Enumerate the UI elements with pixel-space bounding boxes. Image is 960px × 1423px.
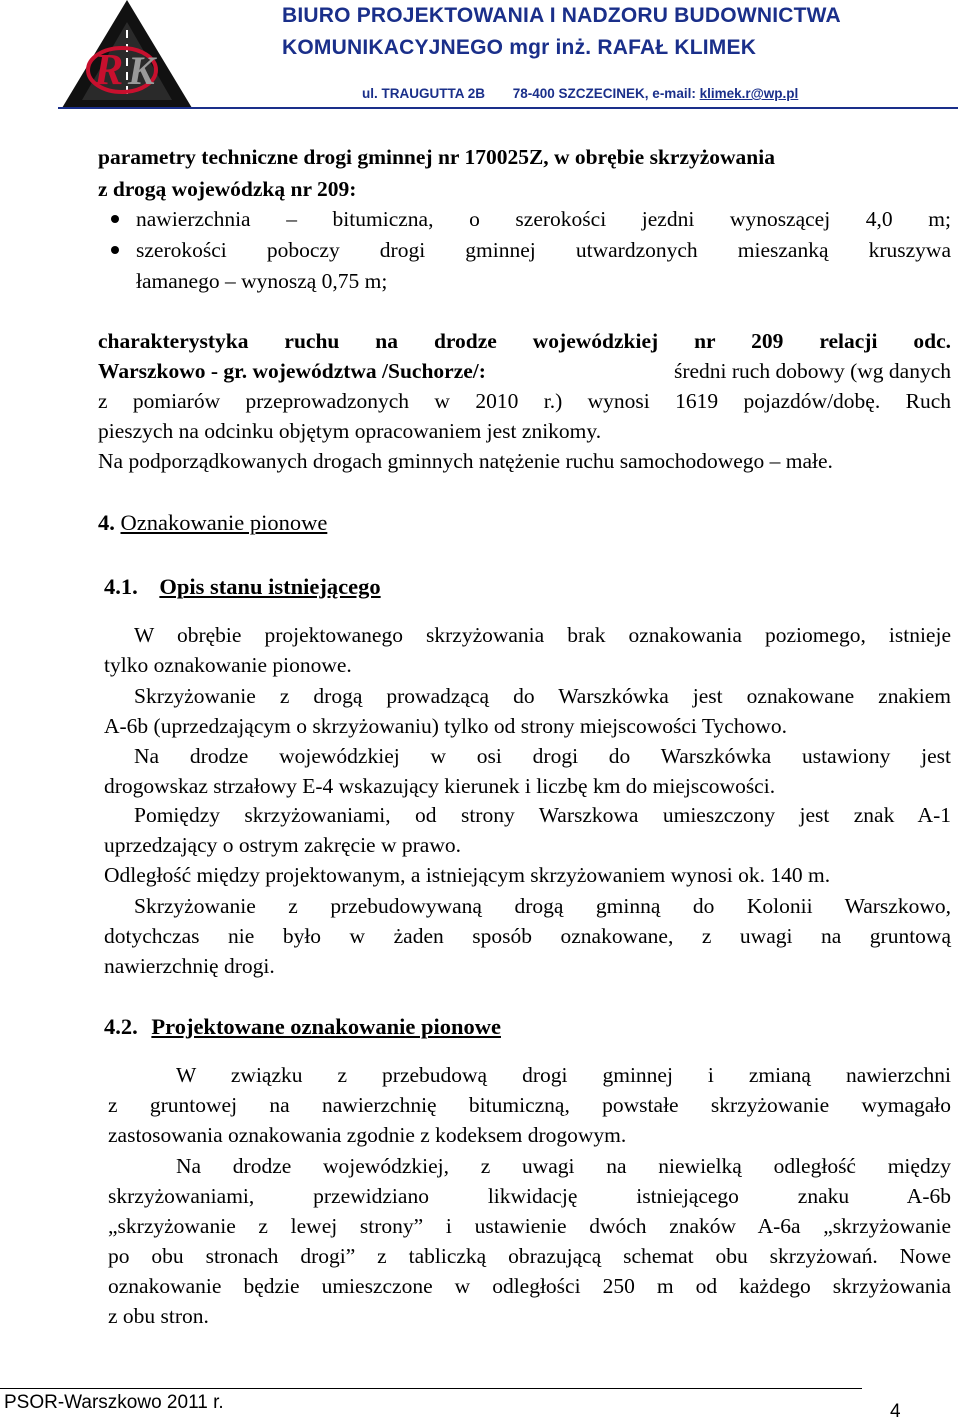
s42-line-9: z obu stron.	[108, 1304, 209, 1328]
params-bullet-2-line1: szerokości poboczy drogi gminnej utwardzonych mieszanką kruszywa	[136, 238, 951, 262]
traffic-avg-label: średni ruch dobowy (wg danych	[673, 359, 951, 383]
section-4-title: Oznakowanie pionowe	[120, 510, 328, 535]
params-heading-line2: z drogą wojewódzką nr 209:	[98, 177, 357, 201]
traffic-line1: charakterystyka ruchu na drodze wojewódzkiej nr 209 relacji odc.	[98, 329, 951, 353]
traffic-line3: z pomiarów przeprowadzonych w 2010 r.) wynosi 1619 pojazdów/dobę. Ruch	[98, 389, 951, 413]
s42-line-6: „skrzyżowanie z lewej strony” i ustawienie dwóch znaków A-6a „skrzyżowanie	[108, 1214, 951, 1238]
s41-line-2: tylko oznakowanie pionowe.	[104, 653, 352, 677]
s41-line-9: Odległość między projektowanym, a istniejącym skrzyżowaniem wynosi ok. 140 m.	[104, 863, 831, 887]
section-4-heading	[98, 508, 327, 538]
section-4-number: 4.	[98, 510, 115, 535]
traffic-line5: Na podporządkowanych drogach gminnych natężenie ruchu samochodowego – małe.	[98, 449, 833, 473]
city-email-label: 78-400 SZCZECINEK, e-mail:	[512, 86, 696, 101]
params-bullet-2-line2: łamanego – wynoszą 0,75 m;	[136, 269, 388, 293]
street-address: ul. TRAUGUTTA 2B	[362, 86, 485, 101]
s42-line-2: z gruntowej na nawierzchnię bitumiczną, powstałe skrzyżowanie wymagało	[108, 1093, 951, 1117]
traffic-line2	[98, 356, 951, 386]
traffic-line4: pieszych na odcinku objętym opracowaniem jest znikomy.	[98, 419, 602, 443]
footer-divider	[0, 1388, 862, 1389]
s41-line-5: Na drodze wojewódzkiej w osi drogi do Warszkówka ustawiony jest	[134, 744, 951, 768]
s42-line-7: po obu stronach drogi” z tabliczką obrazującą schemat obu skrzyżowań. Nowe	[108, 1244, 951, 1268]
traffic-relation: Warszkowo - gr. województwa /Suchorze/:	[98, 359, 486, 383]
company-logo	[62, 0, 192, 108]
s41-line-11: dotychczas nie było w żaden sposób oznakowane, z uwagi na gruntową	[104, 924, 951, 948]
s41-line-7: Pomiędzy skrzyżowaniami, od strony Warszkowa umieszczony jest znak A-1	[134, 803, 951, 827]
svg-text:K: K	[128, 48, 155, 93]
s42-line-8: oznakowanie będzie umieszczone w odległości 250 m od każdego skrzyżowania	[108, 1274, 951, 1298]
page-number: 4	[890, 1401, 901, 1422]
s42-line-5: skrzyżowaniami, przewidziano likwidację istniejącego znaku A-6b	[108, 1184, 951, 1208]
s41-line-8: uprzedzający o ostrym zakręcie w prawo.	[104, 833, 461, 857]
email-link[interactable]: klimek.r@wp.pl	[699, 86, 799, 101]
s41-line-10: Skrzyżowanie z przebudowywaną drogą gminną do Kolonii Warszkowo,	[134, 894, 951, 918]
page-header	[0, 0, 960, 112]
section-4-2-title: Projektowane oznakowanie pionowe	[151, 1014, 501, 1039]
params-bullet-1: nawierzchnia – bitumiczna, o szerokości jezdni wynoszącej 4,0 m;	[136, 207, 951, 231]
s41-line-12: nawierzchnię drogi.	[104, 954, 275, 978]
s42-line-1: W związku z przebudową drogi gminnej i zmianą nawierzchni	[176, 1063, 951, 1087]
s42-line-3: zastosowania oznakowania zgodnie z kodeksem drogowym.	[108, 1123, 627, 1147]
firm-name-line1: BIURO PROJEKTOWANIA I NADZORU BUDOWNICTWA	[282, 4, 841, 27]
params-heading-line1: parametry techniczne drogi gminnej nr 170025Z, w obrębie skrzyżowania	[98, 145, 775, 169]
section-4-2-number: 4.2.	[104, 1014, 138, 1039]
s42-line-4: Na drodze wojewódzkiej, z uwagi na niewielką odległość między	[176, 1154, 951, 1178]
s41-line-3: Skrzyżowanie z drogą prowadzącą do Warszkówka jest oznakowane znakiem	[134, 684, 951, 708]
s41-line-1: W obrębie projektowanego skrzyżowania brak oznakowania poziomego, istnieje	[134, 623, 951, 647]
firm-name-line2: KOMUNIKACYJNEGO mgr inż. RAFAŁ KLIMEK	[282, 36, 757, 59]
s41-line-4: A-6b (uprzedzającym o skrzyżowaniu) tylko od strony miejscowości Tychowo.	[104, 714, 787, 738]
bullet-icon	[111, 215, 119, 223]
section-4-1-heading	[104, 572, 381, 602]
footer-document-id: PSOR-Warszkowo 2011 r.	[4, 1392, 224, 1413]
section-4-1-number: 4.1.	[104, 574, 138, 599]
bullet-icon	[111, 246, 119, 254]
s41-line-6: drogowskaz strzałowy E-4 wskazujący kierunek i liczbę km do miejscowości.	[104, 774, 776, 798]
section-4-2-heading	[104, 1012, 501, 1042]
header-divider	[58, 107, 958, 109]
svg-text:R: R	[94, 45, 124, 94]
firm-address	[362, 86, 798, 101]
section-4-1-title: Opis stanu istniejącego	[159, 574, 381, 599]
